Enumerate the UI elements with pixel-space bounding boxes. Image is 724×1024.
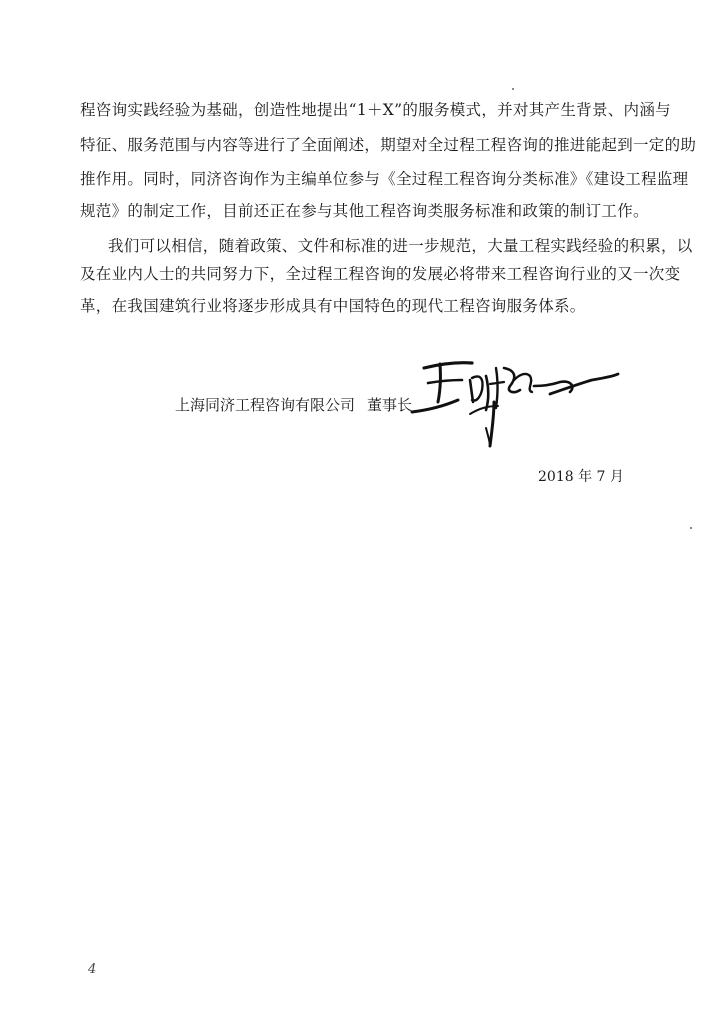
scan-speck bbox=[512, 88, 514, 90]
body-line: 及在业内人士的共同努力下，全过程工程咨询的发展必将带来工程咨询行业的又一次变 bbox=[80, 265, 681, 283]
body-line: 程咨询实践经验为基础，创造性地提出“1＋X”的服务模式，并对其产生背景、内涵与 bbox=[80, 101, 671, 119]
scan-speck bbox=[690, 527, 692, 529]
signature-line bbox=[175, 395, 412, 415]
document-date: 2018 年 7 月 bbox=[538, 469, 624, 485]
body-line: 规范》的制定工作，目前还正在参与其他工程咨询类服务标准和政策的制订工作。 bbox=[80, 202, 649, 220]
role-title: 董事长 bbox=[367, 396, 413, 414]
body-line: 特征、服务范围与内容等进行了全面阐述，期望对全过程工程咨询的推进能起到一定的助 bbox=[80, 136, 697, 154]
page-number: 4 bbox=[88, 962, 97, 977]
paragraph-start-line: 我们可以相信，随着政策、文件和标准的进一步规范，大量工程实践经验的积累，以 bbox=[108, 237, 693, 255]
handwritten-signature bbox=[410, 350, 620, 450]
organization-name: 上海同济工程咨询有限公司 bbox=[175, 396, 356, 414]
body-line: 革，在我国建筑行业将逐步形成具有中国特色的现代工程咨询服务体系。 bbox=[80, 297, 586, 315]
body-line: 推作用。同时，同济咨询作为主编单位参与《全过程工程咨询分类标准》《建设工程监理 bbox=[80, 170, 689, 188]
